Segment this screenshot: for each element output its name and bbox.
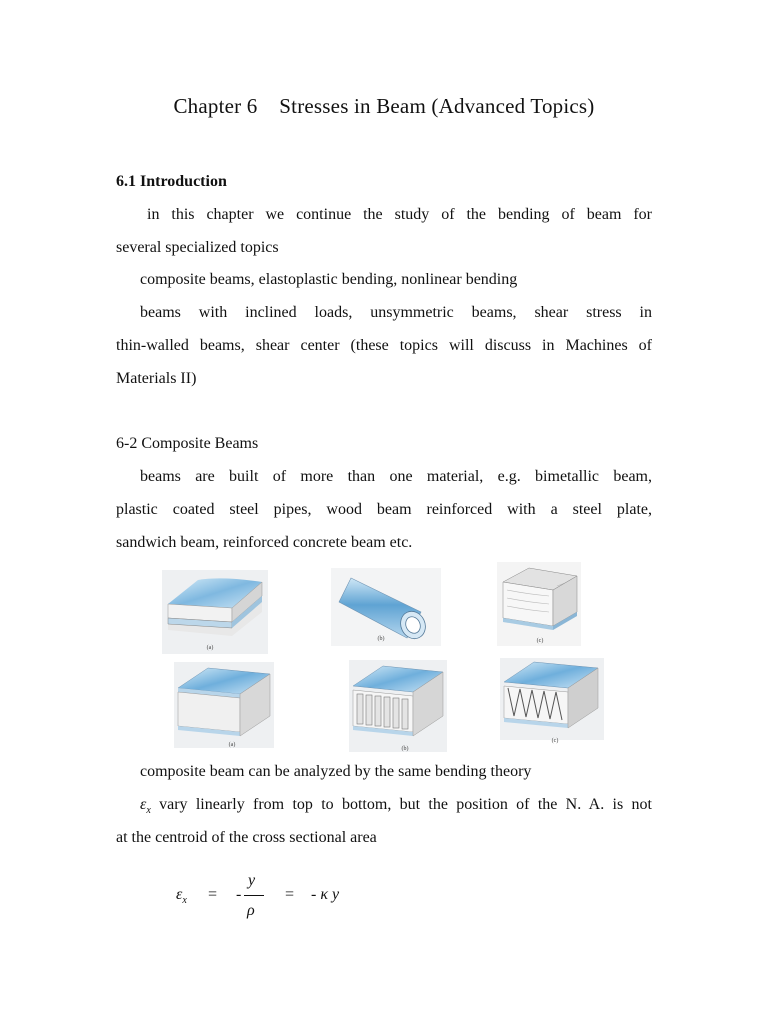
strain-subscript: x — [146, 805, 151, 817]
strain-paragraph-line-1 — [140, 795, 652, 821]
equation-equals-2: = — [284, 886, 295, 903]
equation-fraction-bar — [244, 895, 264, 896]
equation-lhs — [176, 886, 187, 906]
analysis-paragraph: composite beam can be analyzed by the same bending theory — [140, 763, 532, 780]
strain-paragraph-line-2: at the centroid of the cross sectional area — [116, 829, 377, 846]
strain-text: vary linearly from top to bottom, but the position of the N. A. is not — [150, 796, 652, 813]
intro-paragraph-line-2: several specialized topics — [116, 239, 279, 256]
figure-caption: (c) — [551, 738, 559, 744]
figure-caption: (a) — [206, 645, 214, 651]
topics-paragraph-line-1: beams with inclined loads, unsymmetric beams, shear stress in — [140, 304, 652, 321]
figure-caption: (a) — [228, 742, 236, 748]
composite-paragraph-line-1: beams are built of more than one material, e.g. bimetallic beam, — [140, 468, 652, 485]
figure-caption: (c) — [536, 638, 544, 644]
figure-sandwich-beam-solid-core — [174, 662, 274, 748]
equation-numerator: y — [248, 872, 256, 889]
figure-sandwich-beam-corrugated-core — [500, 658, 604, 740]
equation-epsilon: ε — [176, 886, 183, 903]
composite-paragraph-line-2: plastic coated steel pipes, wood beam reinforced with a steel plate, — [116, 501, 652, 518]
figure-caption: (b) — [377, 636, 385, 642]
topics-paragraph-line-2: thin-walled beams, shear center (these topics will discuss in Machines of — [116, 337, 652, 354]
composite-paragraph-line-3: sandwich beam, reinforced concrete beam etc. — [116, 534, 413, 551]
figure-bimetallic-beam — [162, 570, 268, 654]
equation-rhs: - κ y — [311, 886, 340, 903]
topics-paragraph-line-3: Materials II) — [116, 370, 197, 387]
figure-wood-beam-steel-plate — [497, 562, 581, 646]
topics-list-line: composite beams, elastoplastic bending, nonlinear bending — [140, 271, 518, 288]
strain-symbol: ε — [140, 796, 147, 813]
section-heading-composite-beams: 6-2 Composite Beams — [116, 435, 259, 452]
equation-denominator: ρ — [247, 902, 255, 919]
figure-sandwich-beam-honeycomb-core — [349, 660, 447, 752]
equation-minus: - — [236, 886, 242, 903]
section-heading-introduction: 6.1 Introduction — [116, 173, 227, 190]
chapter-title: Chapter 6 Stresses in Beam (Advanced Topics) — [173, 94, 595, 118]
equation-equals-1: = — [207, 886, 218, 903]
equation-lhs-subscript: x — [182, 895, 187, 907]
figure-caption: (b) — [401, 746, 409, 752]
intro-paragraph-line-1: in this chapter we continue the study of the bending of beam for — [147, 206, 652, 223]
figure-coated-pipe — [331, 568, 441, 646]
